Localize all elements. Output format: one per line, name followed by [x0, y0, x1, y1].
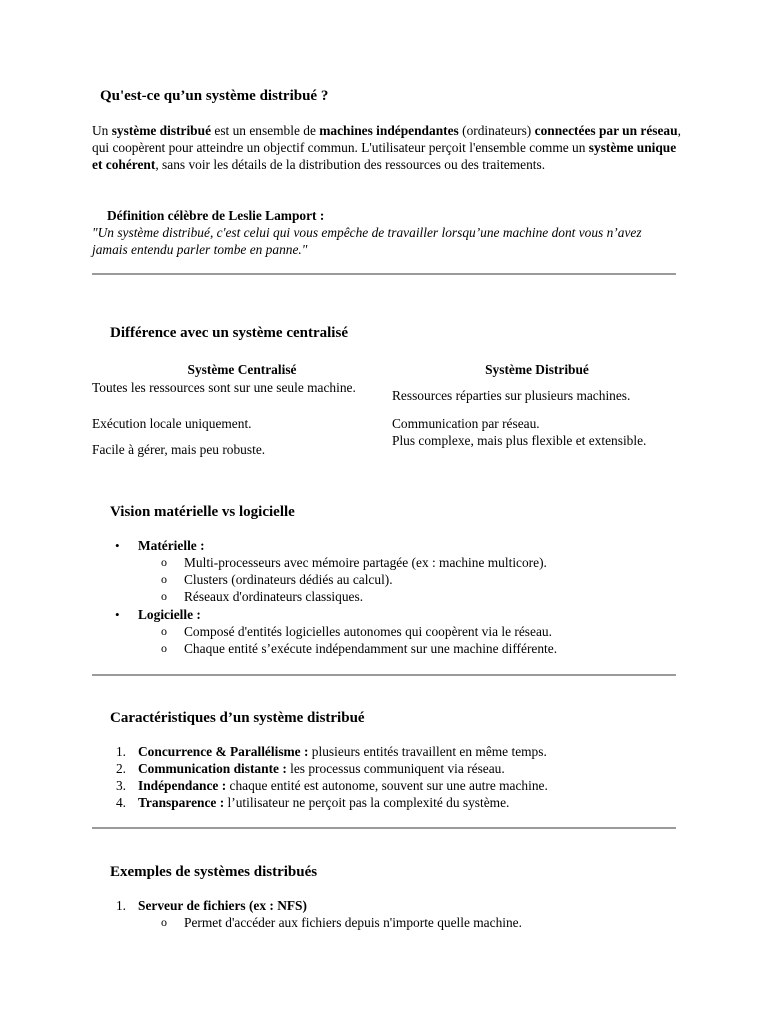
list-item: Communication distante : les processus communiquent via réseau.: [138, 761, 505, 776]
bullet-icon: •: [115, 607, 120, 622]
table-header-centralized: Système Centralisé: [187, 362, 297, 377]
circle-bullet-icon: o: [161, 641, 167, 655]
list-item-hardware: Matérielle :: [138, 538, 205, 553]
table-cell: Toutes les ressources sont sur une seule machine.: [92, 380, 356, 395]
table-cell: Plus complexe, mais plus flexible et extensible.: [392, 433, 647, 448]
circle-bullet-icon: o: [161, 624, 167, 638]
list-number: 1.: [115, 898, 126, 913]
circle-bullet-icon: o: [161, 589, 167, 603]
section-title-examples: Exemples de systèmes distribués: [110, 864, 318, 880]
table-cell: Ressources réparties sur plusieurs machines.: [392, 388, 631, 403]
circle-bullet-icon: o: [161, 555, 167, 569]
divider: [92, 827, 676, 829]
list-item: Transparence : l’utilisateur ne perçoit pas la complexité du système.: [138, 795, 510, 810]
list-item: Réseaux d'ordinateurs classiques.: [184, 589, 364, 604]
table-cell: Exécution locale uniquement.: [92, 416, 252, 431]
section-title-vision: Vision matérielle vs logicielle: [110, 504, 295, 520]
list-number: 3.: [115, 778, 126, 793]
list-item-software: Logicielle :: [138, 607, 201, 622]
table-header-distributed: Système Distribué: [485, 362, 589, 377]
definition-label: Définition célèbre de Leslie Lamport :: [107, 208, 325, 223]
lamport-quote: "Un système distribué, c'est celui qui vous empêche de travailler lorsqu’une machine dont vous n’avez jamais entendu parler tombe en panne.": [92, 225, 642, 257]
list-item: Clusters (ordinateurs dédiés au calcul).: [184, 572, 393, 587]
intro-paragraph: Un système distribué est un ensemble de machines indépendantes (ordinateurs) connectées par un réseau, qui coopèrent pour atteindre un objectif commun. L'utilisateur perçoit l'ensemble comme un système unique et cohérent, sans voir les détails de la distribution des ressources ou des traitements.: [92, 123, 681, 172]
circle-bullet-icon: o: [161, 915, 167, 929]
list-item: Multi-processeurs avec mémoire partagée (ex : machine multicore).: [184, 555, 547, 570]
section-title-definition: Qu'est-ce qu’un système distribué ?: [100, 88, 329, 104]
divider: [92, 273, 676, 275]
divider: [92, 674, 676, 676]
section-title-difference: Différence avec un système centralisé: [110, 325, 348, 341]
table-cell: Communication par réseau.: [392, 416, 540, 431]
table-cell: Facile à gérer, mais peu robuste.: [92, 442, 266, 457]
list-number: 1.: [115, 744, 126, 759]
bullet-icon: •: [115, 538, 120, 553]
list-number: 4.: [115, 795, 126, 810]
list-item: Concurrence & Parallélisme : plusieurs entités travaillent en même temps.: [138, 744, 547, 759]
list-item: Composé d'entités logicielles autonomes qui coopèrent via le réseau.: [184, 624, 552, 639]
section-title-characteristics: Caractéristiques d’un système distribué: [110, 710, 365, 726]
list-item: Chaque entité s’exécute indépendamment sur une machine différente.: [184, 641, 558, 656]
list-number: 2.: [115, 761, 126, 776]
list-item-nfs: Serveur de fichiers (ex : NFS): [138, 898, 307, 913]
list-item: Permet d'accéder aux fichiers depuis n'importe quelle machine.: [184, 915, 522, 930]
list-item: Indépendance : chaque entité est autonome, souvent sur une autre machine.: [138, 778, 548, 793]
circle-bullet-icon: o: [161, 572, 167, 586]
